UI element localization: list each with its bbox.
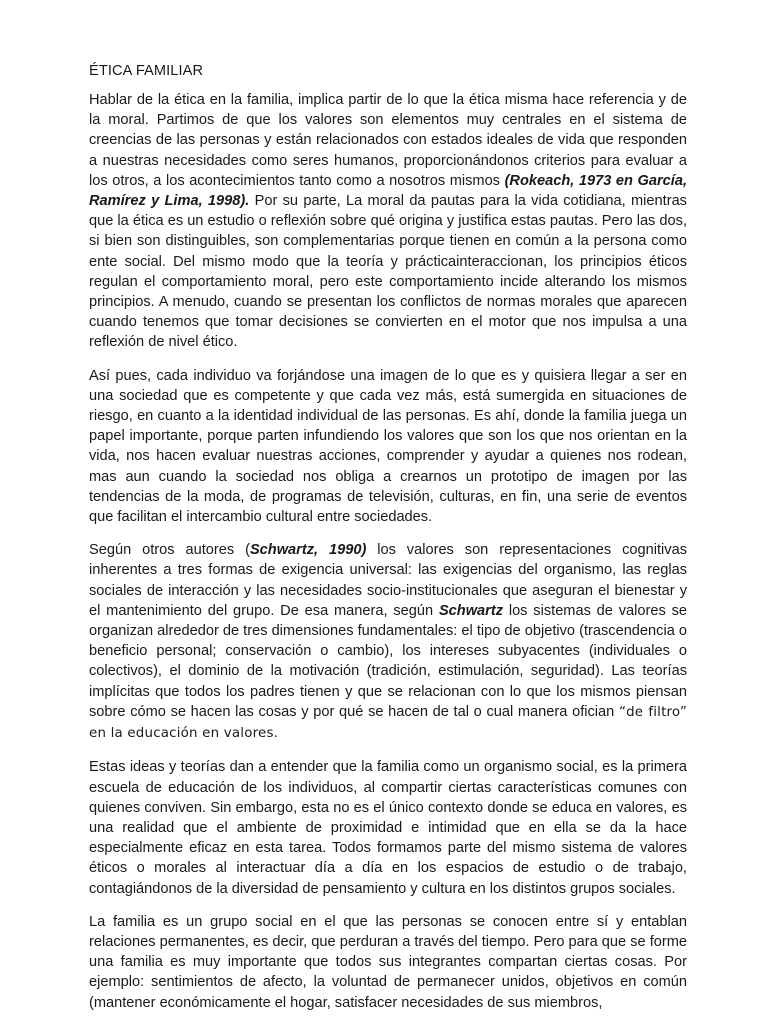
paragraph-3-text-a: Según otros autores ( [89,542,250,559]
document-title: ÉTICA FAMILIAR [89,63,204,79]
citation-schwartz: Schwartz [438,602,504,619]
paragraph-3-text-d: “de filtro” en la educación en valores. [89,704,687,742]
paragraph-1-text-b: Por su parte, La moral da pautas para la vida cotidiana, mientras que la ética es un estudio o reflexión sobre qué origina y justifica estas pautas. Pero las dos, si bien son distinguibles, son complementarias porque tienen en común a la persona como ente social. Del mismo modo que la teoría y prácticainteraccionan, los principios éticos regulan el comportamiento moral, pero este comportamiento incide alterando los mismos principios. A menudo, cuando se presentan los conflictos de normas morales que aparecen cuando tenemos que tomar decisiones se convierten en el motor que nos impulsa a una reflexión de nivel ético. [89,193,687,351]
paragraph-1-text-a: Hablar de la ética en la familia, implica partir de lo que la ética misma hace referencia y de la moral. Partimos de que los valores son elementos muy centrales en el sistema de creencias de las personas y están relacionados con estados ideales de vida que responden a nuestras necesidades como seres humanos, proporcionándonos criterios para evaluar a los otros, a los acontecimientos tanto como a nosotros mismos [89,92,687,189]
paragraph-1 [89,90,687,353]
paragraph-3-text-b: los valores son representaciones cognitivas inherentes a tres formas de exigencia universal: las exigencias del organismo, las reglas sociales de interacción y las necesidades socio-institucionales que aseguran el bienestar y el mantenimiento del grupo. De esa manera, según [89,542,687,619]
paragraph-3-text-c: los sistemas de valores se organizan alrededor de tres dimensiones fundamentales: el tipo de objetivo (trascendencia o beneficio personal; conservación o cambio), los intereses subyacentes (individuales o colectivos), el dominio de la motivación (tradición, estimulación, seguridad). Las teorías implícitas que todos los padres tienen y que se relacionan con lo que los mismos piensan sobre cómo se hacen las cosas y por qué se hacen de tal o cual manera ofician [89,602,688,720]
paragraph-3 [89,540,687,744]
paragraph-5: La familia es un grupo social en el que las personas se conocen entre sí y entablan relaciones permanentes, es decir, que perduran a través del tiempo. Pero para que se forme una familia es muy importante que todos sus integrantes compartan ciertas cosas. Por ejemplo: sentimientos de afecto, la voluntad de permanecer unidos, objetivos en común (mantener económicamente el hogar, satisfacer necesidades de sus miembros, [89,913,687,1011]
citation-schwartz-1990: Schwartz, 1990) [249,542,367,559]
citation-rokeach: (Rokeach, 1973 en García, Ramírez y Lima, 1998). [89,172,687,210]
paragraph-4: Estas ideas y teorías dan a entender que la familia como un organismo social, es la primera escuela de educación de los individuos, al compartir ciertas características comunes con quienes conviven. Sin embargo, esta no es el único contexto donde se educa en valores, es una realidad que el ambiente de proximidad e intimidad que en ella se da la hace especialmente eficaz en esta tarea. Todos formamos parte del mismo sistema de valores éticos o morales al interactuar día a día en los espacios de estudio o de trabajo, contagiándonos de la diversidad de pensamiento y cultura en los distintos grupos sociales. [89,759,687,897]
paragraph-2: Así pues, cada individuo va forjándose una imagen de lo que es y quisiera llegar a ser en una sociedad que es competente y que cada vez más, está sumergida en situaciones de riesgo, en cuanto a la identidad individual de las personas. Es ahí, donde la familia juega un papel importante, porque parten infundiendo los valores que son los que nos orientan en la vida, nos hacen evaluar nuestras acciones, comprender y ayudar a quienes nos rodean, mas aun cuando la sociedad nos obliga a crearnos un prototipo de imagen por las tendencias de la moda, de programas de televisión, culturas, en fin, una serie de eventos que facilitan el intercambio cultural entre sociedades. [89,367,687,526]
